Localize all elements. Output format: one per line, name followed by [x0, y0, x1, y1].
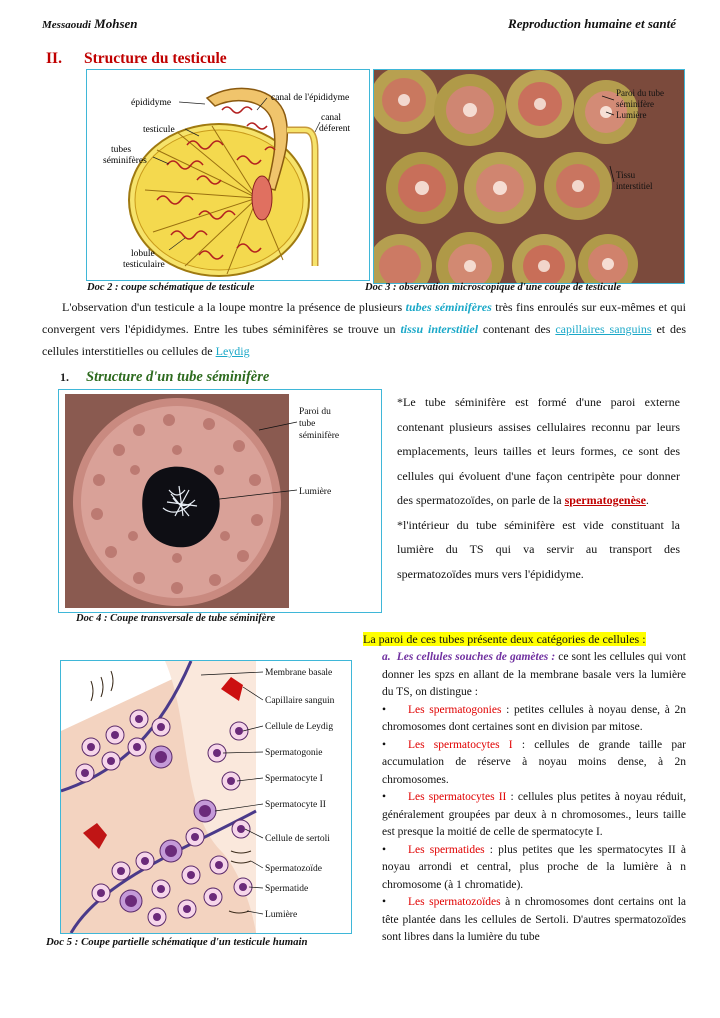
- label-lobule-2: testiculaire: [123, 260, 165, 270]
- partial-section-diagram: [61, 661, 351, 933]
- doc2-figure: [86, 69, 370, 281]
- header-course: Reproduction humaine et santé: [508, 16, 676, 31]
- list-item: • Les spermatocytes I : cellules de grande taille par accumulation de réserve à noyau moins dense, à 2n chromosomes.: [382, 738, 687, 786]
- subsection-title: 1. Structure d'un tube séminifère: [60, 369, 270, 385]
- label-lumiere: Lumière: [616, 110, 647, 120]
- label-paroi-2: tube: [299, 419, 316, 429]
- testicle-diagram: [87, 70, 369, 280]
- term-leydig: Leydig: [215, 344, 250, 358]
- list-item: • Les spermatocytes II : cellules plus petites à noyau réduit, généralement groupées par deux à n chromosomes., leurs taille est presque la moitié de celle de spermatocyte I.: [382, 791, 686, 838]
- term-spermatogenese: spermatogenèse: [564, 493, 646, 507]
- label-spermatogonie: Spermatogonie: [265, 748, 323, 758]
- label-paroi-1: Paroi du tube: [616, 88, 664, 98]
- label-spermatozoide: Spermatozoïde: [265, 864, 322, 874]
- term-capillaires: capillaires sanguins: [555, 322, 652, 336]
- intro-paragraph: L'observation d'un testicule a la loupe montre la présence de plusieurs tubes séminifères très fins enroulés sur eux-mêmes et qui convergent vers l'épididymes. Entre les tubes séminifères se trouve un tissu interstitiel contenant des capillaires sanguins et des cellules interstitielles ou cellules de Leydig: [42, 300, 687, 358]
- doc5-caption: Doc 5 : Coupe partielle schématique d'un testicule humain: [46, 936, 308, 948]
- label-tissu-1: Tissu: [616, 170, 636, 180]
- label-testicule: testicule: [143, 125, 175, 135]
- doc5-figure: [60, 660, 352, 934]
- label-membrane-basale: Membrane basale: [265, 668, 333, 678]
- label-capillaire-sanguin: Capillaire sanguin: [265, 696, 335, 706]
- label-canal-2: déferent: [319, 124, 351, 134]
- label-spermatocyte-ii: Spermatocyte II: [265, 800, 326, 810]
- paroi-heading: La paroi de ces tubes présente deux catégories de cellules :: [363, 632, 646, 646]
- tube-description: *Le tube séminifère est formé d'une paroi externe contenant plusieurs assises cellulaires reconnu par leurs emplacements, leurs tailles et leurs formes, ce sont des cellules qui évoluent d'une façon centripète pour donner des spermatozoïdes, on parle de la spermatogenèse. *l'intérieur du tube séminifère est vide constituant la lumière du TS qui va servir au transport des spermatozoïdes murs vers l'épididyme.: [397, 395, 680, 581]
- doc3-figure: [373, 69, 685, 284]
- doc4-caption: Doc 4 : Coupe transversale de tube séminifère: [76, 613, 276, 624]
- tube-cross-section: [59, 390, 381, 612]
- label-lumiere: Lumière: [299, 487, 332, 497]
- author-first-name: Messaoudi: [42, 19, 91, 31]
- list-item: • Les spermatides : plus petites que les spermatocytes II à noyau arrondi et central, plus proche de la lumière à n chromosome (à 1 chromatide).: [382, 843, 686, 891]
- section-title-text: Structure du testicule: [84, 50, 227, 67]
- list-item: • Les spermatozoïdes à n chromosomes dont certains ont la tête plantée dans les cellules de Sertoli. D'autres spermatozoïdes sont libres dans la lumière du tube: [382, 896, 687, 943]
- list-item: a. Les cellules souches de gamètes : ce sont les cellules qui vont donner les spzs en allant de la membrane basale vers la lumière du TS, on distingue :: [382, 651, 686, 698]
- cell-list: [382, 649, 686, 947]
- author-last-name: Mohsen: [94, 16, 138, 31]
- label-paroi-3: séminifère: [299, 431, 340, 441]
- label-lumiere: Lumière: [265, 910, 298, 920]
- doc3-caption: Doc 3 : observation microscopique d'une coupe de testicule: [365, 282, 622, 293]
- label-canal-1: canal: [321, 113, 342, 123]
- label-epididyme: épididyme: [131, 98, 172, 108]
- section-title: [46, 50, 227, 68]
- label-tissu-2: interstitiel: [616, 181, 653, 191]
- term-tubes-seminiferes: tubes séminifères: [405, 300, 492, 314]
- label-tubes-1: tubes: [111, 145, 132, 155]
- section-number: II.: [46, 50, 62, 67]
- term-tissu-interstitiel: tissu interstitiel: [400, 322, 479, 336]
- label-canal-epididyme: canal de l'épididyme: [271, 93, 350, 103]
- label-lobule-1: lobule: [131, 249, 155, 259]
- label-cellule-leydig: Cellule de Leydig: [265, 722, 334, 732]
- label-spermatocyte-i: Spermatocyte I: [265, 774, 323, 784]
- label-paroi-2: séminifère: [616, 99, 654, 109]
- doc4-figure: [58, 389, 382, 613]
- list-item: • Les spermatogonies : petites cellules à noyau dense, à 2n chromosomes dont certaines sont en division par mitose.: [382, 703, 686, 733]
- header-author: [42, 16, 138, 32]
- microscopy-image: [374, 70, 684, 283]
- label-cellule-sertoli: Cellule de sertoli: [265, 834, 330, 844]
- label-spermatide: Spermatide: [265, 884, 309, 894]
- label-paroi-1: Paroi du: [299, 407, 331, 417]
- doc2-caption: Doc 2 : coupe schématique de testicule: [87, 282, 255, 293]
- label-tubes-2: séminifères: [103, 156, 147, 166]
